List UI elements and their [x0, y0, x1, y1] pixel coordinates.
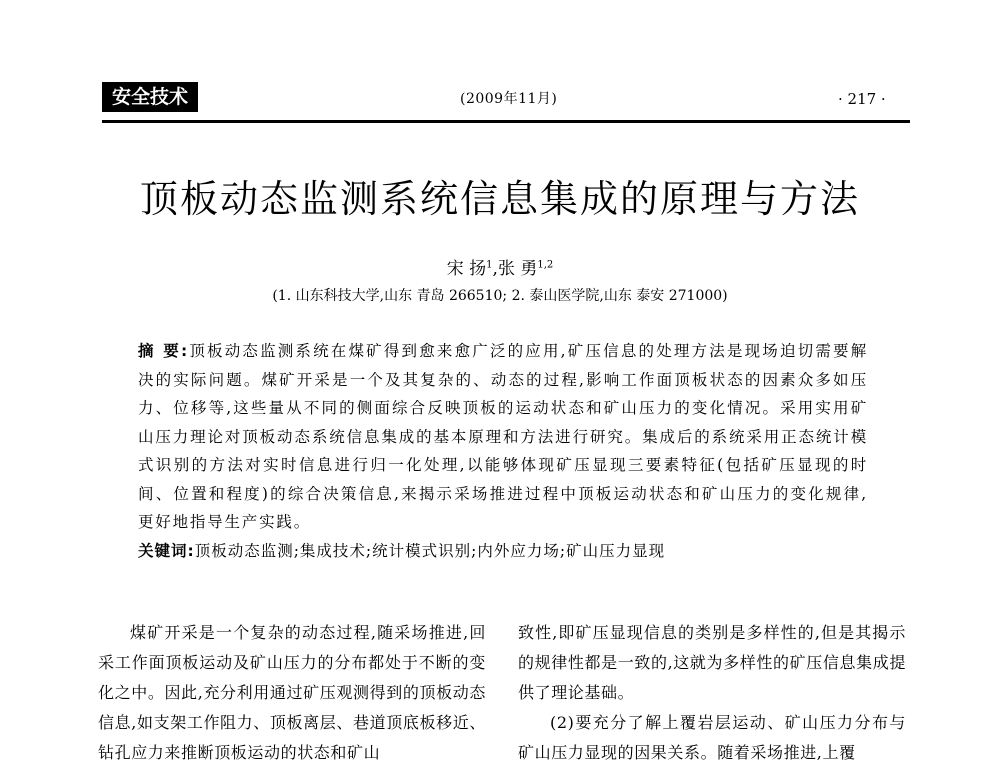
author-separator: , [492, 259, 498, 279]
abstract-text: 顶板动态监测系统在煤矿得到愈来愈广泛的应用,矿压信息的处理方法是现场迫切需要解决的实际问题。煤矿开采是一个及其复杂的、动态的过程,影响工作面顶板状态的因素众多如压力、位移等,这些量从不同的侧面综合反映顶板的运动状态和矿山压力的变化情况。采用实用矿山压力理论对顶板动态系统信息集成的基本原理和方法进行研究。集成后的系统采用正态统计模式识别的方法对实时信息进行归一化处理,以能够体现矿压显现三要素特征(包括矿压显现的时间、位置和程度)的综合决策信息,来揭示采场推进过程中顶板运动状态和矿山压力的变化规律,更好地指导生产实践。 [138, 342, 868, 531]
header-divider [102, 120, 910, 123]
keywords-text: 顶板动态监测;集成技术;统计模式识别;内外应力场;矿山压力显现 [194, 542, 666, 560]
author-line [0, 254, 1000, 279]
keywords-label: 关键词: [138, 542, 195, 560]
article-title: 顶板动态监测系统信息集成的原理与方法 [139, 177, 860, 221]
author-affiliation-mark: 1,2 [537, 259, 554, 271]
author-name: 张 勇 [497, 259, 538, 279]
body-paragraph: 煤矿开采是一个复杂的动态过程,随采场推进,回采工作面顶板运动及矿山压力的分布都处于不断的变化之中。因此,充分利用通过矿压观测得到的顶板动态信息,如支架工作阻力、顶板离层、巷道顶底板移近、钻孔应力来推断顶板运动的状态和矿山 [98, 623, 486, 762]
body-paragraph: (2)要充分了解上覆岩层运动、矿山压力分布与矿山压力显现的因果关系。随着采场推进,上覆 [518, 713, 906, 762]
keywords [138, 537, 868, 565]
abstract [138, 337, 868, 537]
affiliations: (1. 山东科技大学,山东 青岛 266510; 2. 泰山医学院,山东 泰安 271000) [272, 288, 728, 304]
author-affiliation-mark: 1 [486, 259, 493, 271]
issue-date: (2009年11月) [460, 91, 558, 107]
page-number: · 217 · [838, 90, 886, 108]
body-column-left [98, 618, 486, 768]
body-column-right [518, 618, 906, 768]
body-paragraph: 致性,即矿压显现信息的类别是多样性的,但是其揭示的规律性都是一致的,这就为多样性的矿压信息集成提供了理论基础。 [518, 623, 906, 702]
author-name: 宋 扬 [446, 259, 487, 279]
section-label: 安全技术 [102, 82, 198, 112]
abstract-label: 摘 要: [138, 342, 189, 360]
